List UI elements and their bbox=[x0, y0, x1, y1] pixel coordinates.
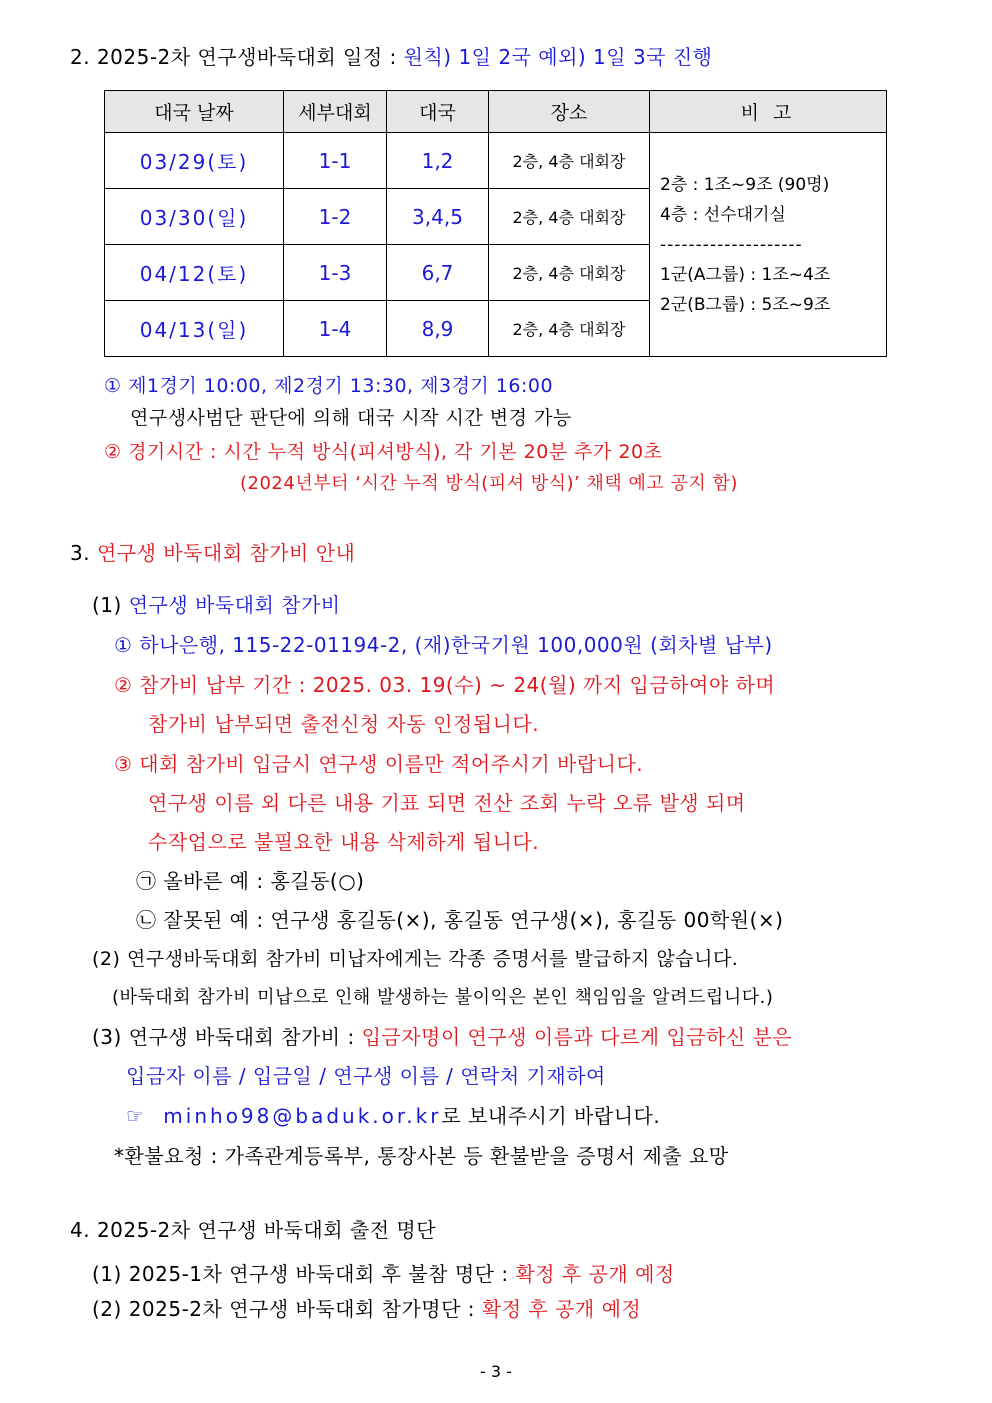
section3-heading bbox=[70, 540, 355, 566]
fee-name-rule-sub2: 수작업으로 불필요한 내용 삭제하게 됩니다. bbox=[148, 830, 540, 854]
note-line: 2군(B그룹) : 5조~9조 bbox=[660, 294, 831, 315]
section3-heading-highlight: 연구생 바둑대회 참가비 안내 bbox=[96, 541, 356, 565]
header-place: 장소 bbox=[489, 91, 650, 133]
fee-sub1-title: 연구생 바둑대회 참가비 bbox=[128, 593, 341, 617]
roster-item-2-status: 확정 후 공개 예정 bbox=[481, 1297, 642, 1321]
refund-note: *환불요청 : 가족관계등록부, 통장사본 등 환불받을 증명서 제출 요망 bbox=[114, 1144, 729, 1168]
header-date: 대국 날짜 bbox=[105, 91, 284, 133]
section3-number: 3. bbox=[70, 541, 97, 565]
fee-subsection-2: (2) 연구생바둑대회 참가비 미납자에게는 각종 증명서를 발급하지 않습니다. bbox=[92, 948, 739, 970]
section2-heading-highlight: 원칙) 1일 2국 예외) 1일 3국 진행 bbox=[403, 45, 713, 69]
roster-item-2 bbox=[92, 1296, 641, 1322]
note-line: 4층 : 선수대기실 bbox=[660, 204, 786, 225]
section2-heading-text: 2. 2025-2차 연구생바둑대회 일정 : bbox=[70, 45, 404, 69]
row-place: 2층, 4층 대회장 bbox=[489, 133, 650, 189]
row-games: 3,4,5 bbox=[387, 189, 489, 245]
email-address[interactable]: minho98@baduk.or.kr bbox=[163, 1104, 442, 1128]
roster-item-2-text: (2) 2025-2차 연구생 바둑대회 참가명단 : bbox=[92, 1297, 482, 1321]
time-item-1: ① 제1경기 10:00, 제2경기 13:30, 제3경기 16:00 bbox=[104, 375, 554, 397]
row-games: 8,9 bbox=[387, 301, 489, 357]
roster-item-1-status: 확정 후 공개 예정 bbox=[515, 1262, 675, 1286]
fee-name-rule: ③ 대회 참가비 입금시 연구생 이름만 적어주시기 바랍니다. bbox=[114, 752, 644, 776]
row-date: 03/29(토) bbox=[105, 133, 284, 189]
header-sub: 세부대회 bbox=[284, 91, 387, 133]
row-games: 1,2 bbox=[387, 133, 489, 189]
fee-account: ① 하나은행, 115-22-01194-2, (재)한국기원 100,000원 (회차별 납부) bbox=[114, 633, 773, 657]
row-date: 04/13(일) bbox=[105, 301, 284, 357]
note-line: 2층 : 1조~9조 (90명) bbox=[660, 174, 830, 195]
header-notes: 비 고 bbox=[650, 91, 887, 133]
fee-subsection-1 bbox=[92, 592, 341, 618]
table-header-row bbox=[105, 91, 887, 133]
roster-item-1-text: (1) 2025-1차 연구생 바둑대회 후 불참 명단 : bbox=[92, 1262, 516, 1286]
example-wrong: ㉡ 잘못된 예 : 연구생 홍길동(×), 홍길동 연구생(×), 홍길동 00학원(×) bbox=[136, 908, 784, 932]
fee-sub3-text: (3) 연구생 바둑대회 참가비 : bbox=[92, 1025, 362, 1049]
row-place: 2층, 4층 대회장 bbox=[489, 301, 650, 357]
fee-sub3-highlight: 입금자명이 연구생 이름과 다르게 입금하신 분은 bbox=[361, 1025, 793, 1049]
row-place: 2층, 4층 대회장 bbox=[489, 245, 650, 301]
email-line bbox=[126, 1103, 660, 1129]
row-sub: 1-3 bbox=[284, 245, 387, 301]
roster-item-1 bbox=[92, 1261, 675, 1287]
row-date: 03/30(일) bbox=[105, 189, 284, 245]
note-divider: -------------------- bbox=[660, 234, 803, 255]
row-place: 2층, 4층 대회장 bbox=[489, 189, 650, 245]
section4-heading: 4. 2025-2차 연구생 바둑대회 출전 명단 bbox=[70, 1218, 437, 1242]
row-sub: 1-2 bbox=[284, 189, 387, 245]
schedule-table bbox=[104, 90, 887, 357]
pointing-hand-icon: ☞ bbox=[126, 1104, 145, 1128]
time-item-1-sub: 연구생사범단 판단에 의해 대국 시작 시간 변경 가능 bbox=[130, 407, 572, 429]
fee-period-sub: 참가비 납부되면 출전신청 자동 인정됩니다. bbox=[148, 712, 540, 736]
fee-sub1-number: (1) bbox=[92, 593, 129, 617]
example-correct: ㉠ 올바른 예 : 홍길동(○) bbox=[136, 869, 365, 893]
fee-name-rule-sub1: 연구생 이름 외 다른 내용 기표 되면 전산 조회 누락 오류 발생 되며 bbox=[148, 791, 746, 815]
row-games: 6,7 bbox=[387, 245, 489, 301]
row-sub: 1-4 bbox=[284, 301, 387, 357]
time-item-2: ② 경기시간 : 시간 누적 방식(피셔방식), 각 기본 20분 추가 20초 bbox=[104, 441, 663, 463]
fee-sub3-instructions: 입금자 이름 / 입금일 / 연구생 이름 / 연락처 기재하여 bbox=[126, 1064, 606, 1088]
header-games: 대국 bbox=[387, 91, 489, 133]
notes-cell bbox=[650, 133, 887, 357]
fee-subsection-3 bbox=[92, 1024, 792, 1050]
note-line: 1군(A그룹) : 1조~4조 bbox=[660, 264, 831, 285]
email-suffix: 로 보내주시기 바랍니다. bbox=[441, 1104, 661, 1128]
time-item-2-sub: (2024년부터 ‘시간 누적 방식(피셔 방식)’ 채택 예고 공지 함) bbox=[240, 473, 738, 494]
row-sub: 1-1 bbox=[284, 133, 387, 189]
fee-subsection-2-note: (바둑대회 참가비 미납으로 인해 발생하는 불이익은 본인 책임임을 알려드립니다.) bbox=[112, 987, 774, 1008]
row-date: 04/12(토) bbox=[105, 245, 284, 301]
fee-period: ② 참가비 납부 기간 : 2025. 03. 19(수) ~ 24(월) 까지 입금하여야 하며 bbox=[114, 673, 776, 697]
page-number: - 3 - bbox=[480, 1362, 512, 1381]
table-row bbox=[105, 133, 887, 189]
section2-heading bbox=[70, 44, 713, 70]
